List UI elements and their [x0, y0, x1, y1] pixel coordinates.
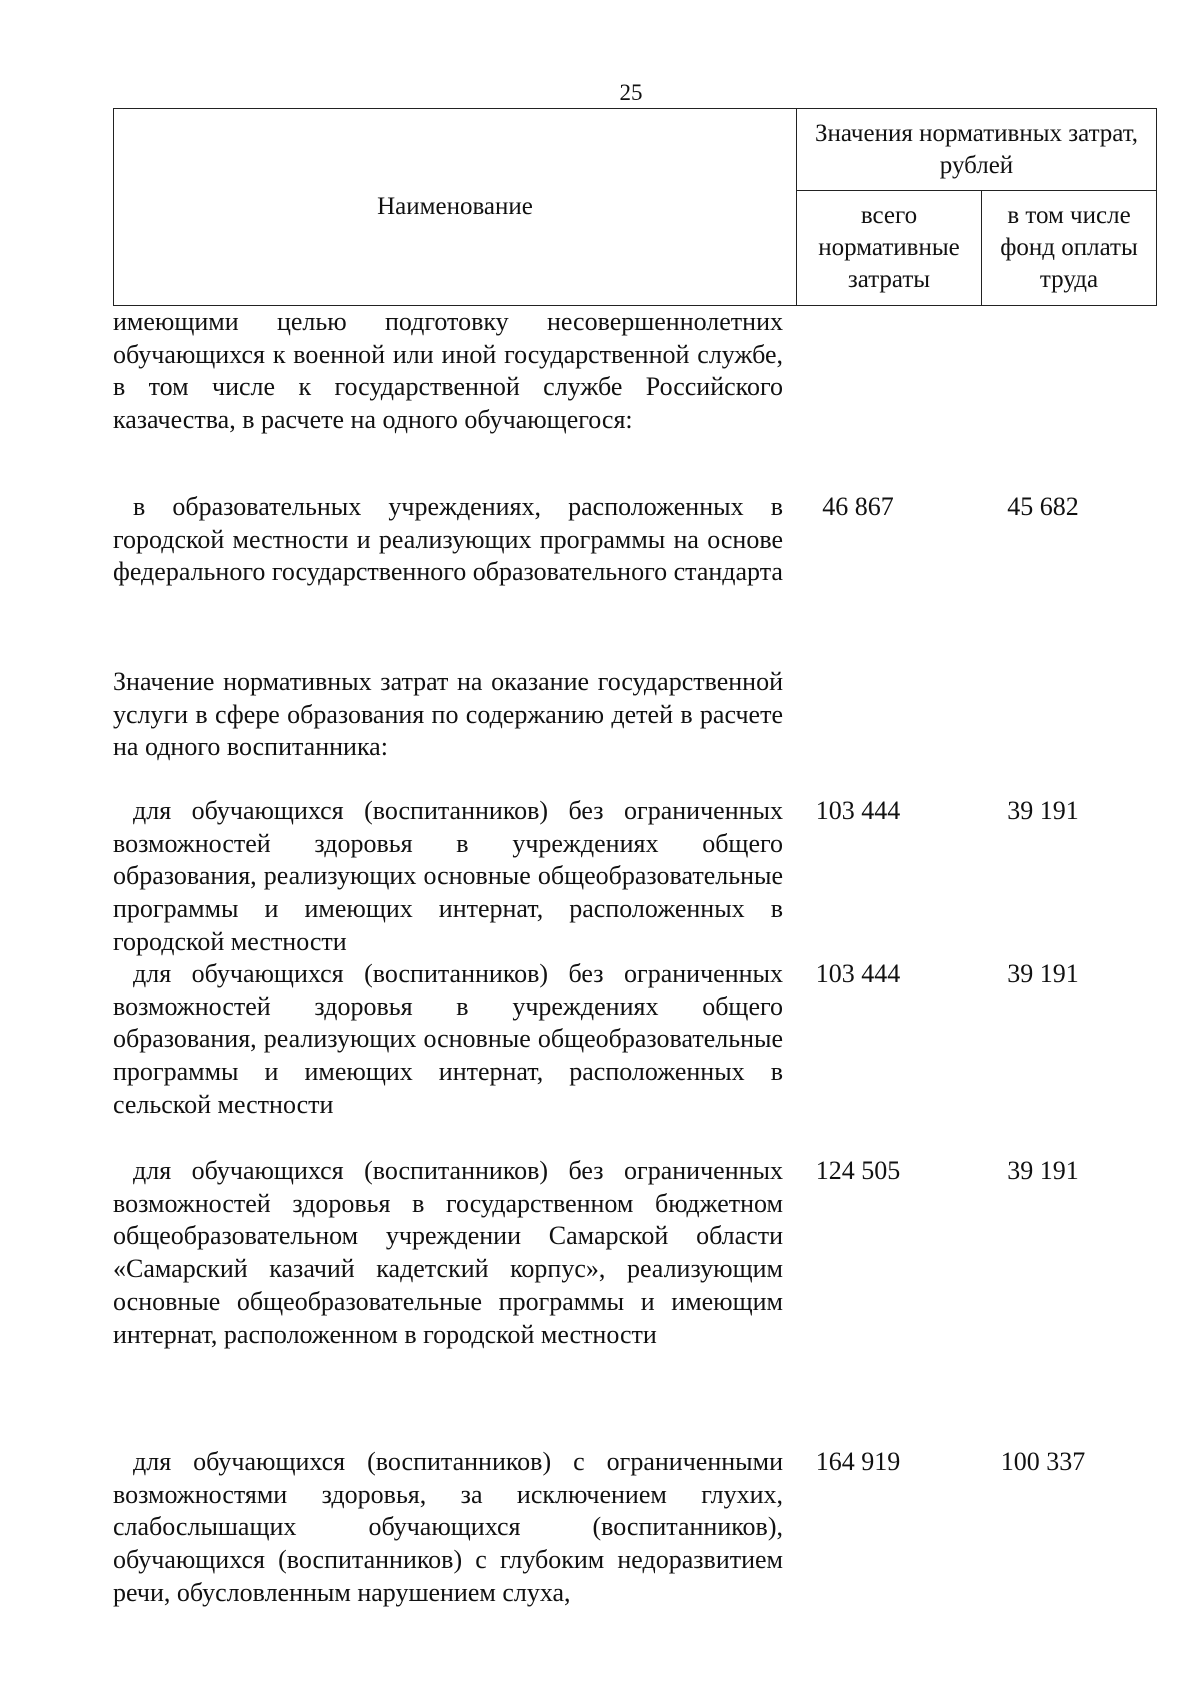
row-total-value: 103 444 [815, 796, 901, 825]
row-text: Значение нормативных затрат на оказание государственной услуги в сфере образования по содержанию детей в расчете на одного воспитанника: [113, 667, 783, 762]
row-text: имеющими целью подготовку несовершеннолетних обучающихся к военной или иной государственной службе, в том числе к государственной службе Российского казачества, в расчете на одного обучающегося: [113, 307, 783, 435]
row-fund-value: 39 191 [1007, 1156, 1079, 1185]
table-row [113, 666, 1156, 764]
header-total-costs: всего нормативные затраты [797, 191, 982, 306]
table-row [113, 1155, 1156, 1351]
header-values-group: Значения нормативных затрат, рублей [797, 109, 1157, 191]
row-total-value: 103 444 [815, 959, 901, 988]
row-text: для обучающихся (воспитанников) с ограниченными возможностями здоровья, за исключением глухих, слабослышащих обучающихся (воспитанников), обучающихся (воспитанников) с глубоким недоразвитием речи, обусловленным нарушением слуха, [113, 1447, 783, 1607]
row-text: для обучающихся (воспитанников) без ограниченных возможностей здоровья в учреждениях общего образования, реализующих основные общеобразовательные программы и имеющих интернат, расположенных в сельской местности [113, 959, 783, 1119]
table-row [113, 306, 1156, 437]
row-total-value: 124 505 [815, 1156, 901, 1185]
header-name: Наименование [114, 109, 797, 306]
row-text: в образовательных учреждениях, расположенных в городской местности и реализующих программы на основе федерального государственного образовательного стандарта [113, 492, 783, 587]
row-total-value: 46 867 [822, 492, 894, 521]
row-fund-value: 45 682 [1007, 492, 1079, 521]
row-text: для обучающихся (воспитанников) без ограниченных возможностей здоровья в государственном бюджетном общеобразовательном учреждении Самарской области «Самарский казачий кадетский корпус», реализующим основные общеобразовательные программы и имеющим интернат, расположенном в городской местности [113, 1156, 783, 1349]
row-fund-value: 100 337 [1000, 1447, 1086, 1476]
header-payroll-fund: в том числе фонд оплаты труда [982, 191, 1157, 306]
table-row [113, 1446, 1156, 1610]
row-fund-value: 39 191 [1007, 959, 1079, 988]
table-row [113, 491, 1156, 589]
table-row [113, 795, 1156, 959]
row-text: для обучающихся (воспитанников) без ограниченных возможностей здоровья в учреждениях общего образования, реализующих основные общеобразовательные программы и имеющих интернат, расположенных в городской местности [113, 796, 783, 956]
page-number: 25 [619, 80, 643, 105]
table-row [113, 958, 1156, 1122]
row-fund-value: 39 191 [1007, 796, 1079, 825]
row-total-value: 164 919 [815, 1447, 901, 1476]
table-header [113, 108, 1157, 306]
